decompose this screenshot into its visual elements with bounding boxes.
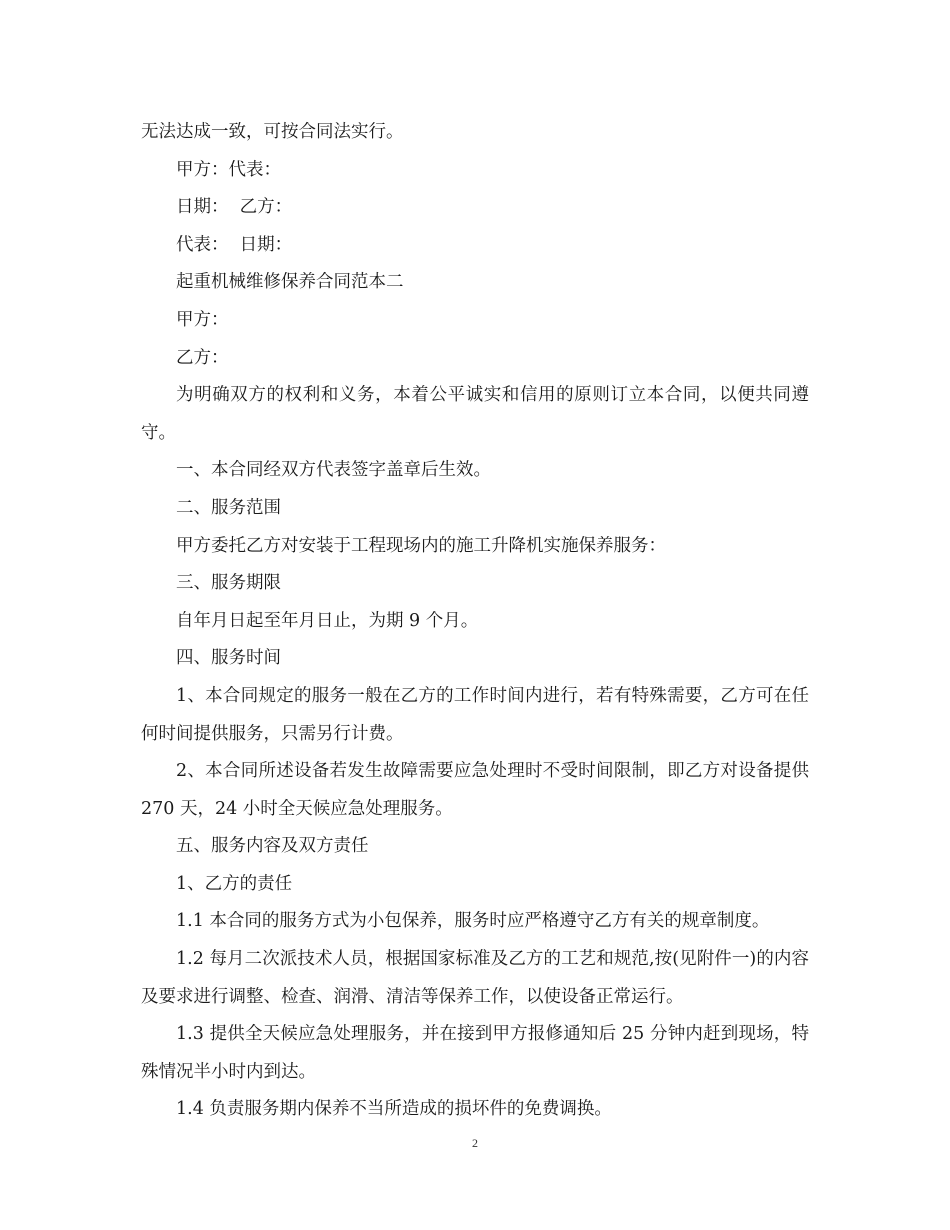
document-body (141, 114, 809, 1129)
paragraph: 1、本合同规定的服务一般在乙方的工作时间内进行，若有特殊需要，乙方可在任何时间提供服务，只需另行计费。 (141, 685, 809, 744)
paragraph: 甲方： (176, 309, 229, 330)
paragraph: 乙方： (176, 347, 229, 368)
paragraph: 代表： 日期： (176, 234, 293, 255)
page-number: 2 (472, 1136, 478, 1150)
paragraph: 1.4 负责服务期内保养不当所造成的损坏件的免费调换。 (176, 1099, 612, 1120)
section-title: 起重机械维修保养合同范本二 (176, 272, 404, 293)
section-heading: 四、服务时间 (176, 648, 281, 669)
paragraph: 1.1 本合同的服务方式为小包保养，服务时应严格遵守乙方有关的规章制度。 (176, 911, 770, 932)
paragraph: 1、乙方的责任 (176, 873, 293, 894)
section-heading: 五、服务内容及双方责任 (176, 836, 369, 857)
section-heading: 二、服务范围 (176, 497, 281, 518)
paragraph: 为明确双方的权利和义务，本着公平诚实和信用的原则订立本合同，以便共同遵守。 (141, 385, 809, 443)
paragraph: 甲方委托乙方对安装于工程现场内的施工升降机实施保养服务： (176, 535, 666, 556)
paragraph: 日期： 乙方： (176, 197, 293, 218)
paragraph: 甲方：代表： (176, 159, 281, 180)
paragraph: 无法达成一致，可按合同法实行。 (141, 122, 404, 142)
paragraph: 1.3 提供全天候应急处理服务，并在接到甲方报修通知后 25 分钟内赶到现场，特殊情况半小时内到达。 (141, 1024, 809, 1082)
paragraph: 自年月日起至年月日止，为期 9 个月。 (176, 610, 479, 631)
paragraph: 1.2 每月二次派技术人员，根据国家标准及乙方的工艺和规范,按(见附件一)的内容及要求进行调整、检查、润滑、清洁等保养工作，以使设备正常运行。 (141, 949, 809, 1007)
paragraph: 2、本合同所述设备若发生故障需要应急处理时不受时间限制，即乙方对设备提供 270 天，24 小时全天候应急处理服务。 (141, 761, 809, 819)
paragraph: 一、本合同经双方代表签字盖章后生效。 (176, 460, 491, 481)
section-heading: 三、服务期限 (176, 573, 281, 594)
